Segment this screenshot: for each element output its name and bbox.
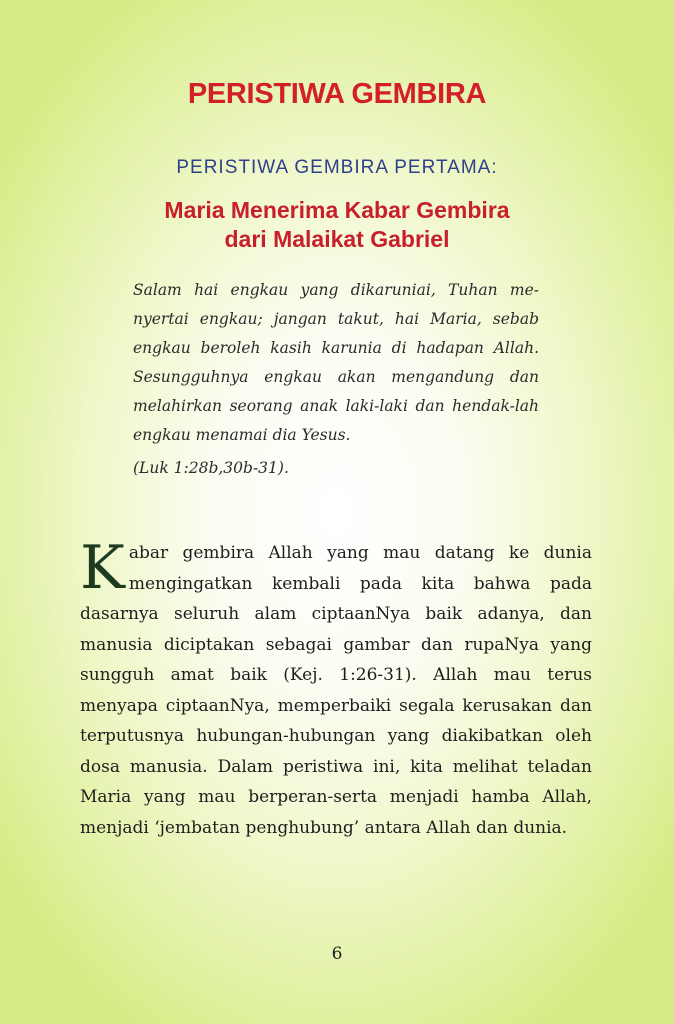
section-heading-line-1: Maria Menerima Kabar Gembira bbox=[164, 197, 510, 223]
section-subtitle: PERISTIWA GEMBIRA PERTAMA: bbox=[176, 157, 498, 178]
section-heading bbox=[0, 196, 674, 254]
drop-cap: K bbox=[80, 533, 125, 603]
page-title: PERISTIWA GEMBIRA bbox=[187, 78, 487, 110]
scripture-reference: (Luk 1:28b,30b-31). bbox=[133, 459, 289, 477]
scripture-quote: Salam hai engkau yang dikaruniai, Tuhan me-nyertai engkau; jangan takut, hai Maria, sebab engkau beroleh kasih karunia di hadapan Allah. Sesungguhnya engkau akan mengandung dan melahirkan seorang anak laki-laki dan hendak-lah engkau menamai dia Yesus. bbox=[133, 281, 539, 444]
section-heading-line-2: dari Malaikat Gabriel bbox=[224, 226, 450, 252]
page-number: 6 bbox=[331, 944, 343, 964]
body-paragraph bbox=[80, 533, 592, 843]
body-paragraph-text: abar gembira Allah yang mau datang ke dunia mengingatkan kembali pada kita bahwa pada dasarnya seluruh alam ciptaanNya baik adanya, dan manusia diciptakan sebagai gambar dan rupaNya yang sungguh amat baik (Kej. 1:26-31). Allah mau terus menyapa ciptaanNya, memperbaiki segala kerusakan dan terputusnya hubungan-hubungan yang diakibatkan oleh dosa manusia. Dalam peristiwa ini, kita melihat teladan Maria yang mau berperan-serta menjadi hamba Allah, menjadi ‘jembatan penghubung’ antara Allah dan dunia. bbox=[80, 543, 592, 838]
